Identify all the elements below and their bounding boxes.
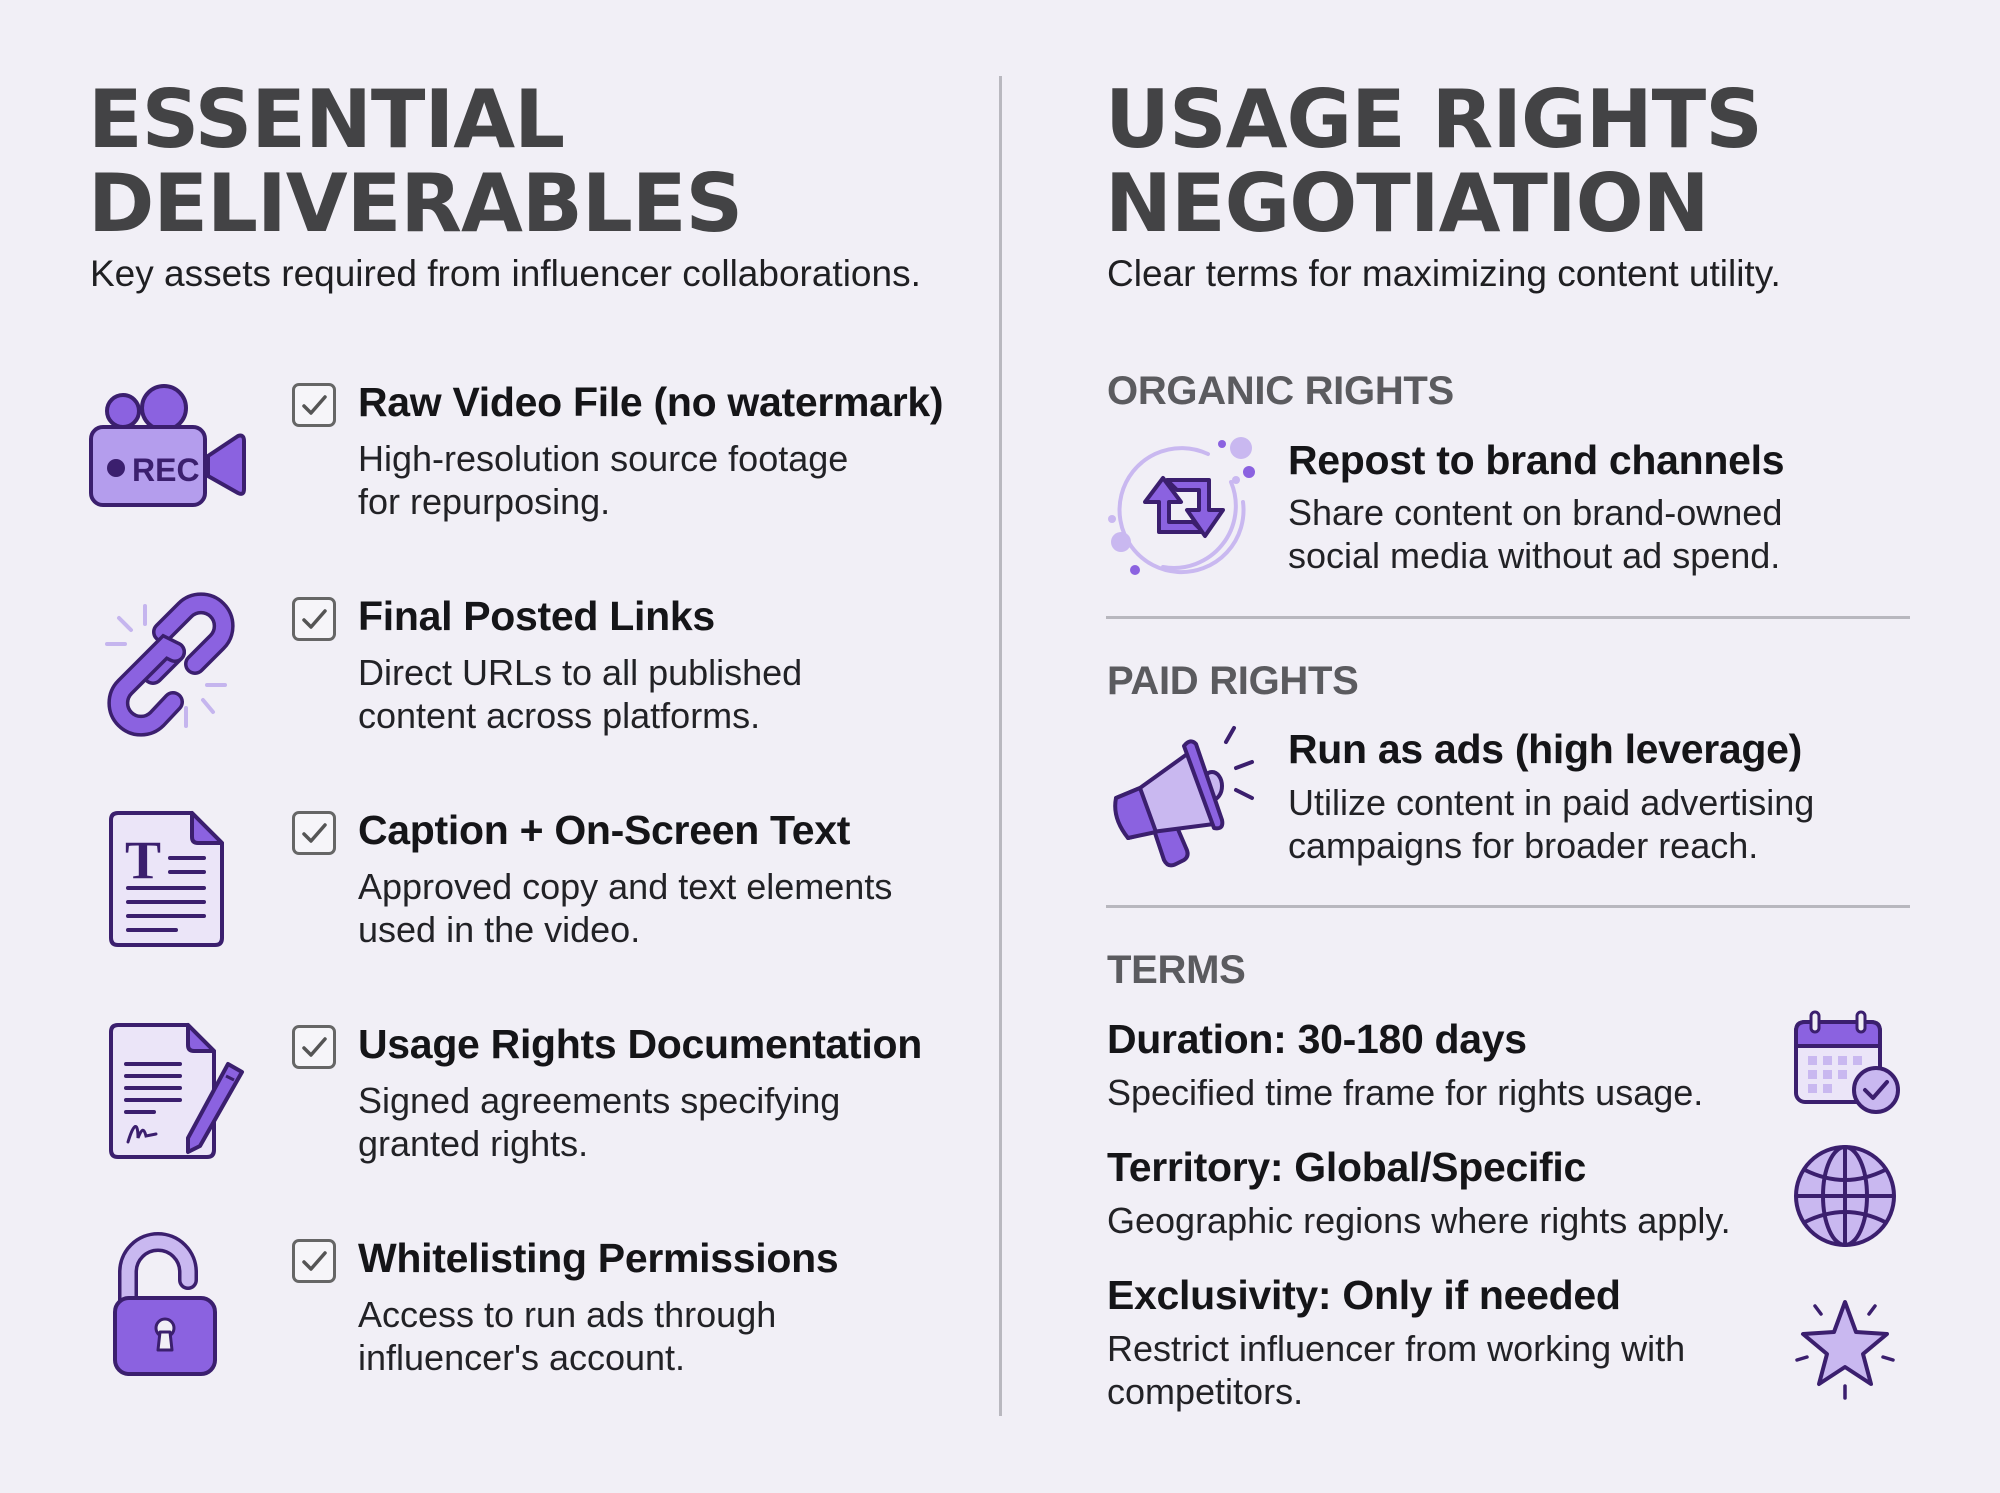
left-heading-line1: ESSENTIAL [88,73,565,166]
video-camera-rec-icon [88,384,248,509]
exclusivity-title: Exclusivity: Only if needed [1107,1272,1621,1318]
usage-docs-desc: Signed agreements specifying granted rights. [358,1080,841,1164]
paid-rights-label: PAID RIGHTS [1107,659,1359,703]
globe-icon [1793,1144,1897,1248]
posted-links-desc: Direct URLs to all published content across platforms. [358,652,803,736]
megaphone-icon [1104,728,1254,868]
text-document-icon [108,810,226,948]
whitelisting-checkbox[interactable] [292,1239,336,1283]
raw-video-title: Raw Video File (no watermark) [358,379,944,425]
duration-desc: Specified time frame for rights usage. [1107,1072,1704,1113]
duration-title: Duration: 30-180 days [1107,1016,1527,1062]
raw-video-desc: High-resolution source footage for repurposing. [358,438,849,522]
run-ads-title: Run as ads (high leverage) [1288,726,1802,772]
posted-links-title: Final Posted Links [358,593,715,639]
section-divider [1106,905,1910,908]
caption-text-checkbox[interactable] [292,811,336,855]
whitelisting-desc: Access to run ads through influencer's account. [358,1294,777,1378]
signed-document-pen-icon [108,1022,248,1162]
right-heading-line2: NEGOTIATION [1105,157,1709,250]
repost-title: Repost to brand channels [1288,437,1785,483]
column-divider [999,76,1002,1416]
svg-text:T: T [125,830,162,890]
right-heading [1105,73,1762,250]
chain-link-icon [95,592,245,742]
territory-title: Territory: Global/Specific [1107,1144,1586,1190]
run-ads-desc: Utilize content in paid advertising campaigns for broader reach. [1288,782,1815,866]
exclusivity-desc: Restrict influencer from working with competitors. [1107,1328,1686,1412]
sparkle-star-icon [1793,1296,1897,1400]
checkmark-icon [295,1028,333,1066]
checkmark-icon [295,600,333,638]
usage-docs-checkbox[interactable] [292,1025,336,1069]
usage-docs-title: Usage Rights Documentation [358,1021,922,1067]
repost-arrows-icon [1103,432,1253,582]
repost-desc: Share content on brand-owned social media without ad spend. [1288,492,1783,576]
left-subtitle: Key assets required from influencer collaborations. [90,253,921,294]
whitelisting-title: Whitelisting Permissions [358,1235,839,1281]
svg-text:REC: REC [132,452,200,488]
unlocked-padlock-icon [112,1236,222,1378]
caption-text-desc: Approved copy and text elements used in the video. [358,866,893,950]
checkmark-icon [295,1242,333,1280]
checkmark-icon [295,814,333,852]
caption-text-title: Caption + On-Screen Text [358,807,851,853]
territory-desc: Geographic regions where rights apply. [1107,1200,1731,1241]
left-heading-line2: DELIVERABLES [88,157,743,250]
right-subtitle: Clear terms for maximizing content utility. [1107,253,1781,294]
checkmark-icon [295,386,333,424]
left-heading [88,73,743,250]
right-heading-line1: USAGE RIGHTS [1105,73,1762,166]
raw-video-checkbox[interactable] [292,383,336,427]
calendar-check-icon [1793,1010,1903,1116]
posted-links-checkbox[interactable] [292,597,336,641]
organic-rights-label: ORGANIC RIGHTS [1107,369,1454,413]
section-divider [1106,616,1910,619]
terms-label: TERMS [1107,948,1246,992]
